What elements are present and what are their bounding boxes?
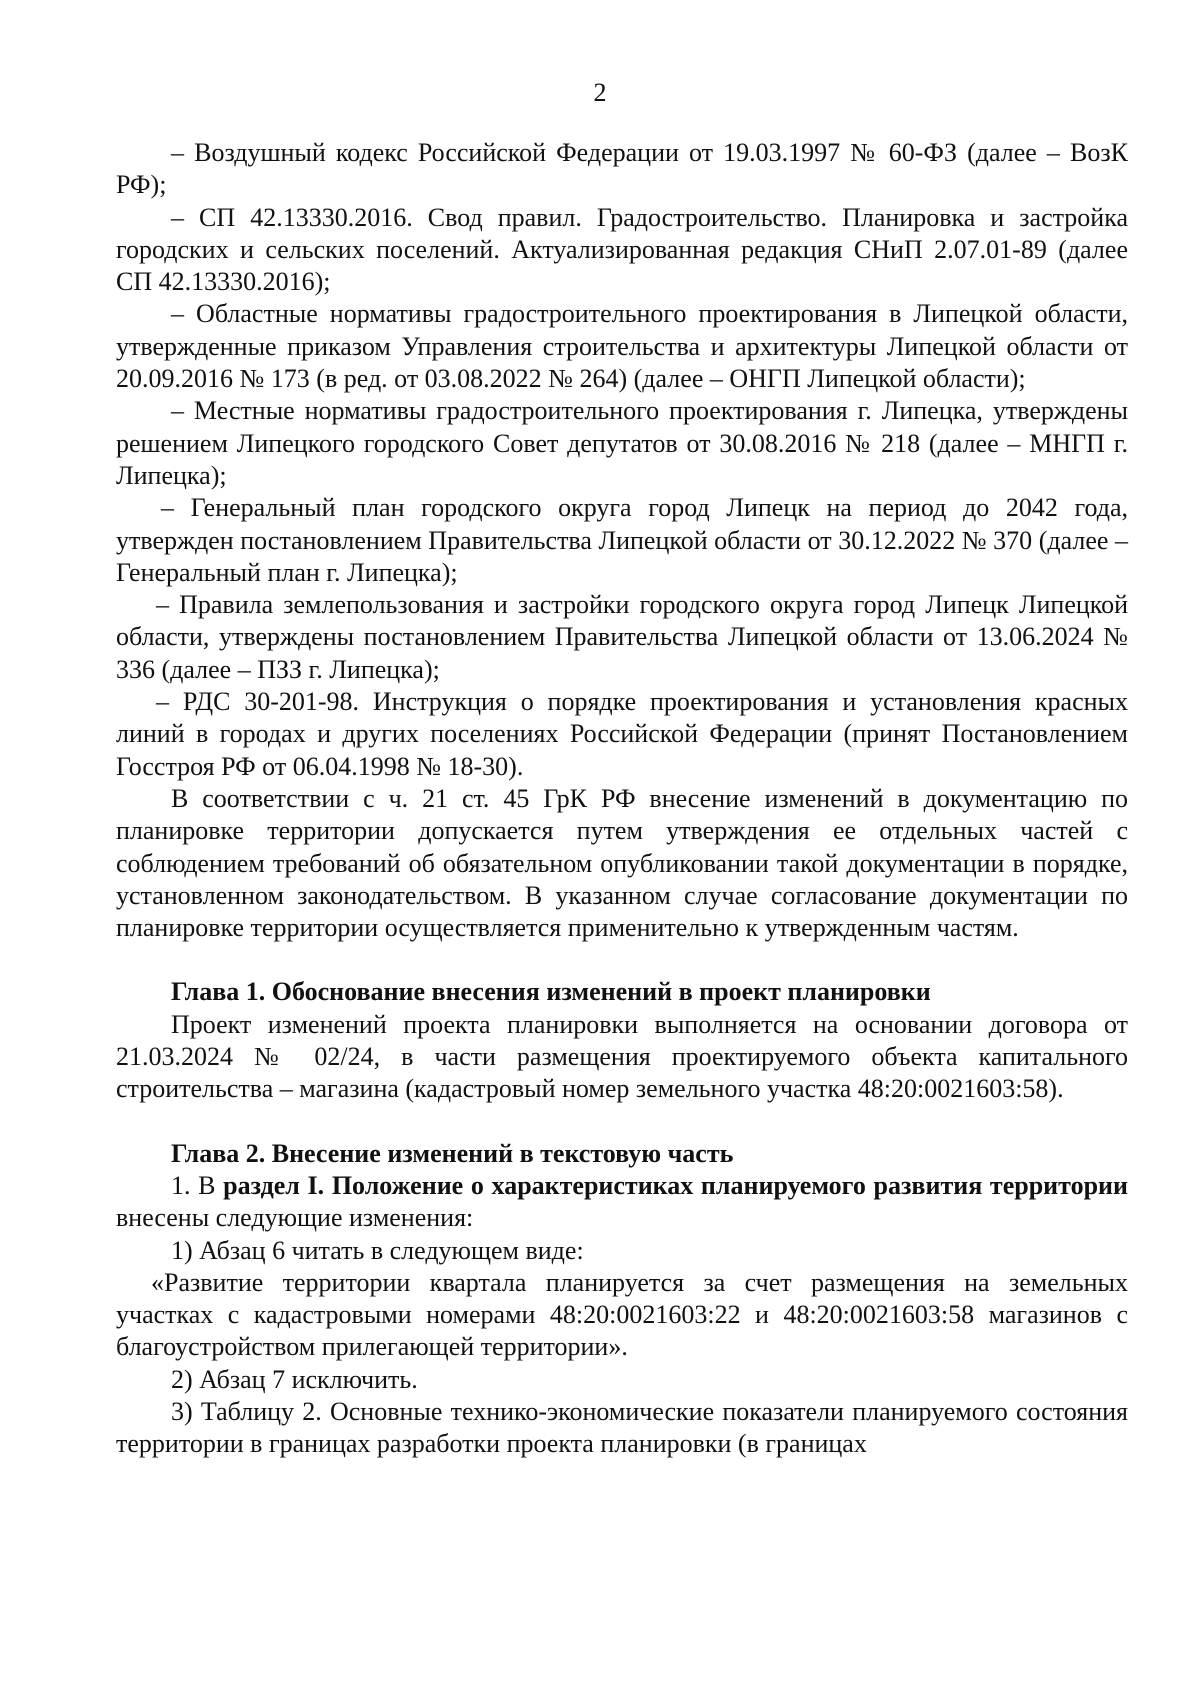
paragraph-vozk: – Воздушный кодекс Российской Федерации от 19.03.1997 № 60-ФЗ (далее – ВозК РФ); (116, 138, 1128, 200)
chapter1-heading: Глава 1. Обоснование внесения изменений в проект планировки (171, 977, 931, 1007)
document-body (116, 137, 1128, 1461)
chapter2-heading: Глава 2. Внесение изменений в текстовую часть (171, 1138, 734, 1168)
paragraph-rds: – РДС 30-201-98. Инструкция о порядке проектирования и установления красных линий в городах и других поселениях Российской Федерации (принят Постановлением Госстроя РФ от 06.04.1998 № 18-30). (116, 687, 1128, 781)
chapter2-quote: «Развитие территории квартала планируется за счет размещения на земельных участках с кадастровыми номерами 48:20:0021603:22 и 48:20:0021603:58 магазинов с благоустройством прилегающей территории». (116, 1267, 1128, 1362)
paragraph-ongp: – Областные нормативы градостроительного проектирования в Липецкой области, утвержденные приказом Управления строительства и архитектуры Липецкой области от 20.09.2016 № 173 (в ред. от 03.08.2022 № 264) (далее – ОНГП Липецкой области); (116, 299, 1128, 394)
paragraph-grk: В соответствии с ч. 21 ст. 45 ГрК РФ внесение изменений в документацию по планировке территории допускается путем утверждения ее отдельных частей с соблюдением требований об обязательном опубликовании такой документации в порядке, установленном законодательством. В указанном случае согласование документации по планировке территории осуществляется применительно к утвержденным частям. (116, 783, 1128, 943)
page-number: 2 (593, 78, 607, 107)
item1-prefix: 1. В (171, 1170, 224, 1200)
item1-bold: раздел I. Положение о характеристиках планируемого развития территории (223, 1170, 1128, 1200)
chapter2-sub1: 1) Абзац 6 читать в следующем виде: (171, 1235, 584, 1265)
paragraph-genplan: – Генеральный план городского округа город Липецк на период до 2042 года, утвержден постановлением Правительства Липецкой области от 30.12.2022 № 370 (далее – Генеральный план г. Липецка); (116, 493, 1128, 587)
chapter1-text: Проект изменений проекта планировки выполняется на основании договора от 21.03.2024 № 02/24, в части размещения проектируемого объекта капитального строительства – магазина (кадастровый номер земельного участка 48:20:0021603:58). (116, 1009, 1128, 1104)
spacer (116, 1106, 1128, 1138)
paragraph-pzz: – Правила землепользования и застройки городского округа город Липецк Липецкой области, утверждены постановлением Правительства Липецкой области от 13.06.2024 № 336 (далее – ПЗЗ г. Липецка); (116, 590, 1128, 684)
paragraph-mngp: – Местные нормативы градостроительного проектирования г. Липецка, утверждены решением Липецкого городского Совет депутатов от 30.08.2016 № 218 (далее – МНГП г. Липецка); (116, 396, 1128, 490)
chapter2-sub2: 2) Абзац 7 исключить. (171, 1364, 418, 1394)
item1-suffix: внесены следующие изменения: (116, 1203, 474, 1233)
chapter2-item1 (116, 1170, 1128, 1235)
spacer (116, 944, 1128, 976)
chapter2-sub3: 3) Таблицу 2. Основные технико-экономические показатели планируемого состояния территории в границах разработки проекта планировки (в границах (116, 1396, 1128, 1459)
paragraph-sp: – СП 42.13330.2016. Свод правил. Градостроительство. Планировка и застройка городских и сельских поселений. Актуализированная редакция СНиП 2.07.01-89 (далее СП 42.13330.2016); (116, 202, 1128, 297)
